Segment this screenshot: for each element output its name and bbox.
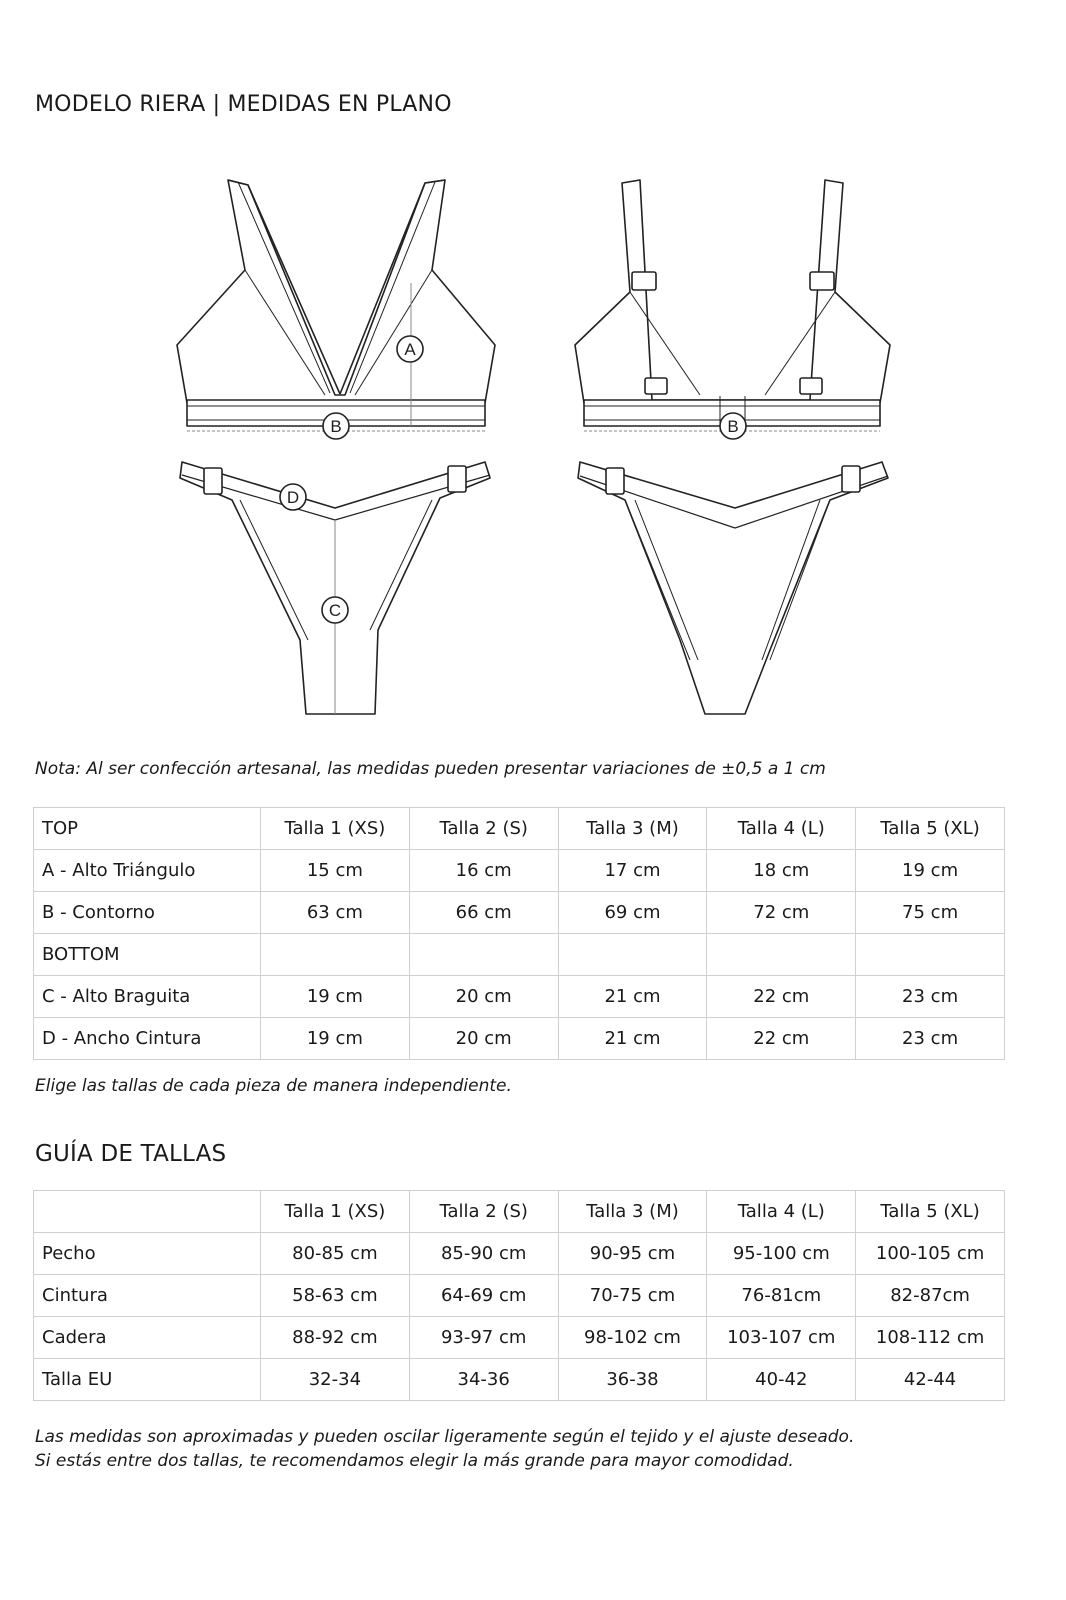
label-d: D xyxy=(286,488,300,507)
table-cell xyxy=(558,934,707,976)
measurements-header-row xyxy=(34,808,1005,850)
table-cell: 20 cm xyxy=(409,976,558,1018)
size-guide-header-row xyxy=(34,1191,1005,1233)
label-a: A xyxy=(404,340,416,359)
row-label-cell: B - Contorno xyxy=(34,892,261,934)
note-variations: Nota: Al ser confección artesanal, las medidas pueden presentar variaciones de ±0,5 a 1 cm xyxy=(35,759,826,779)
size-guide-table xyxy=(33,1190,1005,1401)
size-guide-row xyxy=(34,1359,1005,1401)
table-cell: 19 cm xyxy=(261,1018,410,1060)
table-cell: Talla 4 (L) xyxy=(707,808,856,850)
page-title: MODELO RIERA | MEDIDAS EN PLANO xyxy=(35,92,452,117)
table-cell: 75 cm xyxy=(856,892,1005,934)
label-b-back: B xyxy=(727,417,739,436)
measurements-row xyxy=(34,1018,1005,1060)
table-cell: Talla 1 (XS) xyxy=(261,1191,410,1233)
table-cell: 70-75 cm xyxy=(558,1275,707,1317)
table-cell: Talla 1 (XS) xyxy=(261,808,410,850)
table-cell: 18 cm xyxy=(707,850,856,892)
table-cell: 21 cm xyxy=(558,976,707,1018)
size-guide-row xyxy=(34,1275,1005,1317)
table-cell: 23 cm xyxy=(856,1018,1005,1060)
table-cell: 40-42 xyxy=(707,1359,856,1401)
table-cell: 95-100 cm xyxy=(707,1233,856,1275)
table-cell xyxy=(409,934,558,976)
table-cell: 58-63 cm xyxy=(261,1275,410,1317)
measurements-row xyxy=(34,934,1005,976)
row-label-cell: A - Alto Triángulo xyxy=(34,850,261,892)
table-cell xyxy=(707,934,856,976)
table-cell: Talla 4 (L) xyxy=(707,1191,856,1233)
table-cell: 22 cm xyxy=(707,1018,856,1060)
table-cell: 66 cm xyxy=(409,892,558,934)
table-cell: 17 cm xyxy=(558,850,707,892)
table-cell: 103-107 cm xyxy=(707,1317,856,1359)
table-cell: 23 cm xyxy=(856,976,1005,1018)
table-cell: 85-90 cm xyxy=(409,1233,558,1275)
table-cell: Talla 5 (XL) xyxy=(856,808,1005,850)
table-cell: 88-92 cm xyxy=(261,1317,410,1359)
table-cell xyxy=(856,934,1005,976)
table-cell: 108-112 cm xyxy=(856,1317,1005,1359)
front-bottom-drawing xyxy=(180,462,490,714)
technical-drawing xyxy=(150,160,910,730)
table-cell: 34-36 xyxy=(409,1359,558,1401)
guide-title: GUÍA DE TALLAS xyxy=(35,1141,227,1167)
footer-note-line-2: Si estás entre dos tallas, te recomendamos elegir la más grande para mayor comodidad. xyxy=(35,1451,794,1471)
table-cell: Talla 3 (M) xyxy=(558,1191,707,1233)
front-top-drawing xyxy=(177,180,495,431)
table-cell xyxy=(261,934,410,976)
size-guide-row xyxy=(34,1317,1005,1359)
measurements-row xyxy=(34,976,1005,1018)
table-cell: 100-105 cm xyxy=(856,1233,1005,1275)
back-bottom-drawing xyxy=(578,462,888,714)
footer-notes xyxy=(35,1425,854,1473)
size-guide-row xyxy=(34,1233,1005,1275)
table-cell: 63 cm xyxy=(261,892,410,934)
row-label-cell xyxy=(34,1191,261,1233)
table-cell: 21 cm xyxy=(558,1018,707,1060)
table-cell: 72 cm xyxy=(707,892,856,934)
row-label-cell: Cintura xyxy=(34,1275,261,1317)
row-label-cell: C - Alto Braguita xyxy=(34,976,261,1018)
table-cell: 90-95 cm xyxy=(558,1233,707,1275)
table-cell: 16 cm xyxy=(409,850,558,892)
table-cell: Talla 3 (M) xyxy=(558,808,707,850)
row-label-cell: Pecho xyxy=(34,1233,261,1275)
table-cell: Talla 2 (S) xyxy=(409,1191,558,1233)
table-cell: 69 cm xyxy=(558,892,707,934)
measurements-row xyxy=(34,892,1005,934)
row-label-cell: D - Ancho Cintura xyxy=(34,1018,261,1060)
table-cell: 36-38 xyxy=(558,1359,707,1401)
row-label-cell: Talla EU xyxy=(34,1359,261,1401)
table-cell: 80-85 cm xyxy=(261,1233,410,1275)
table-cell: 98-102 cm xyxy=(558,1317,707,1359)
table-cell: 32-34 xyxy=(261,1359,410,1401)
row-label-cell: Cadera xyxy=(34,1317,261,1359)
table-cell: 76-81cm xyxy=(707,1275,856,1317)
table-cell: 93-97 cm xyxy=(409,1317,558,1359)
row-label-cell: BOTTOM xyxy=(34,934,261,976)
table-cell: Talla 5 (XL) xyxy=(856,1191,1005,1233)
measurements-table xyxy=(33,807,1005,1060)
label-b-front: B xyxy=(330,417,342,436)
table-cell: 64-69 cm xyxy=(409,1275,558,1317)
table-cell: 42-44 xyxy=(856,1359,1005,1401)
table-cell: Talla 2 (S) xyxy=(409,808,558,850)
table-cell: 22 cm xyxy=(707,976,856,1018)
note-independent: Elige las tallas de cada pieza de manera independiente. xyxy=(35,1076,512,1096)
table-cell: 15 cm xyxy=(261,850,410,892)
table-cell: 82-87cm xyxy=(856,1275,1005,1317)
footer-note-line-1: Las medidas son aproximadas y pueden oscilar ligeramente según el tejido y el ajuste deseado. xyxy=(35,1427,855,1447)
back-top-drawing xyxy=(575,180,890,431)
label-c: C xyxy=(328,601,342,620)
table-cell: 19 cm xyxy=(856,850,1005,892)
measurements-row xyxy=(34,850,1005,892)
row-label-cell: TOP xyxy=(34,808,261,850)
table-cell: 19 cm xyxy=(261,976,410,1018)
table-cell: 20 cm xyxy=(409,1018,558,1060)
